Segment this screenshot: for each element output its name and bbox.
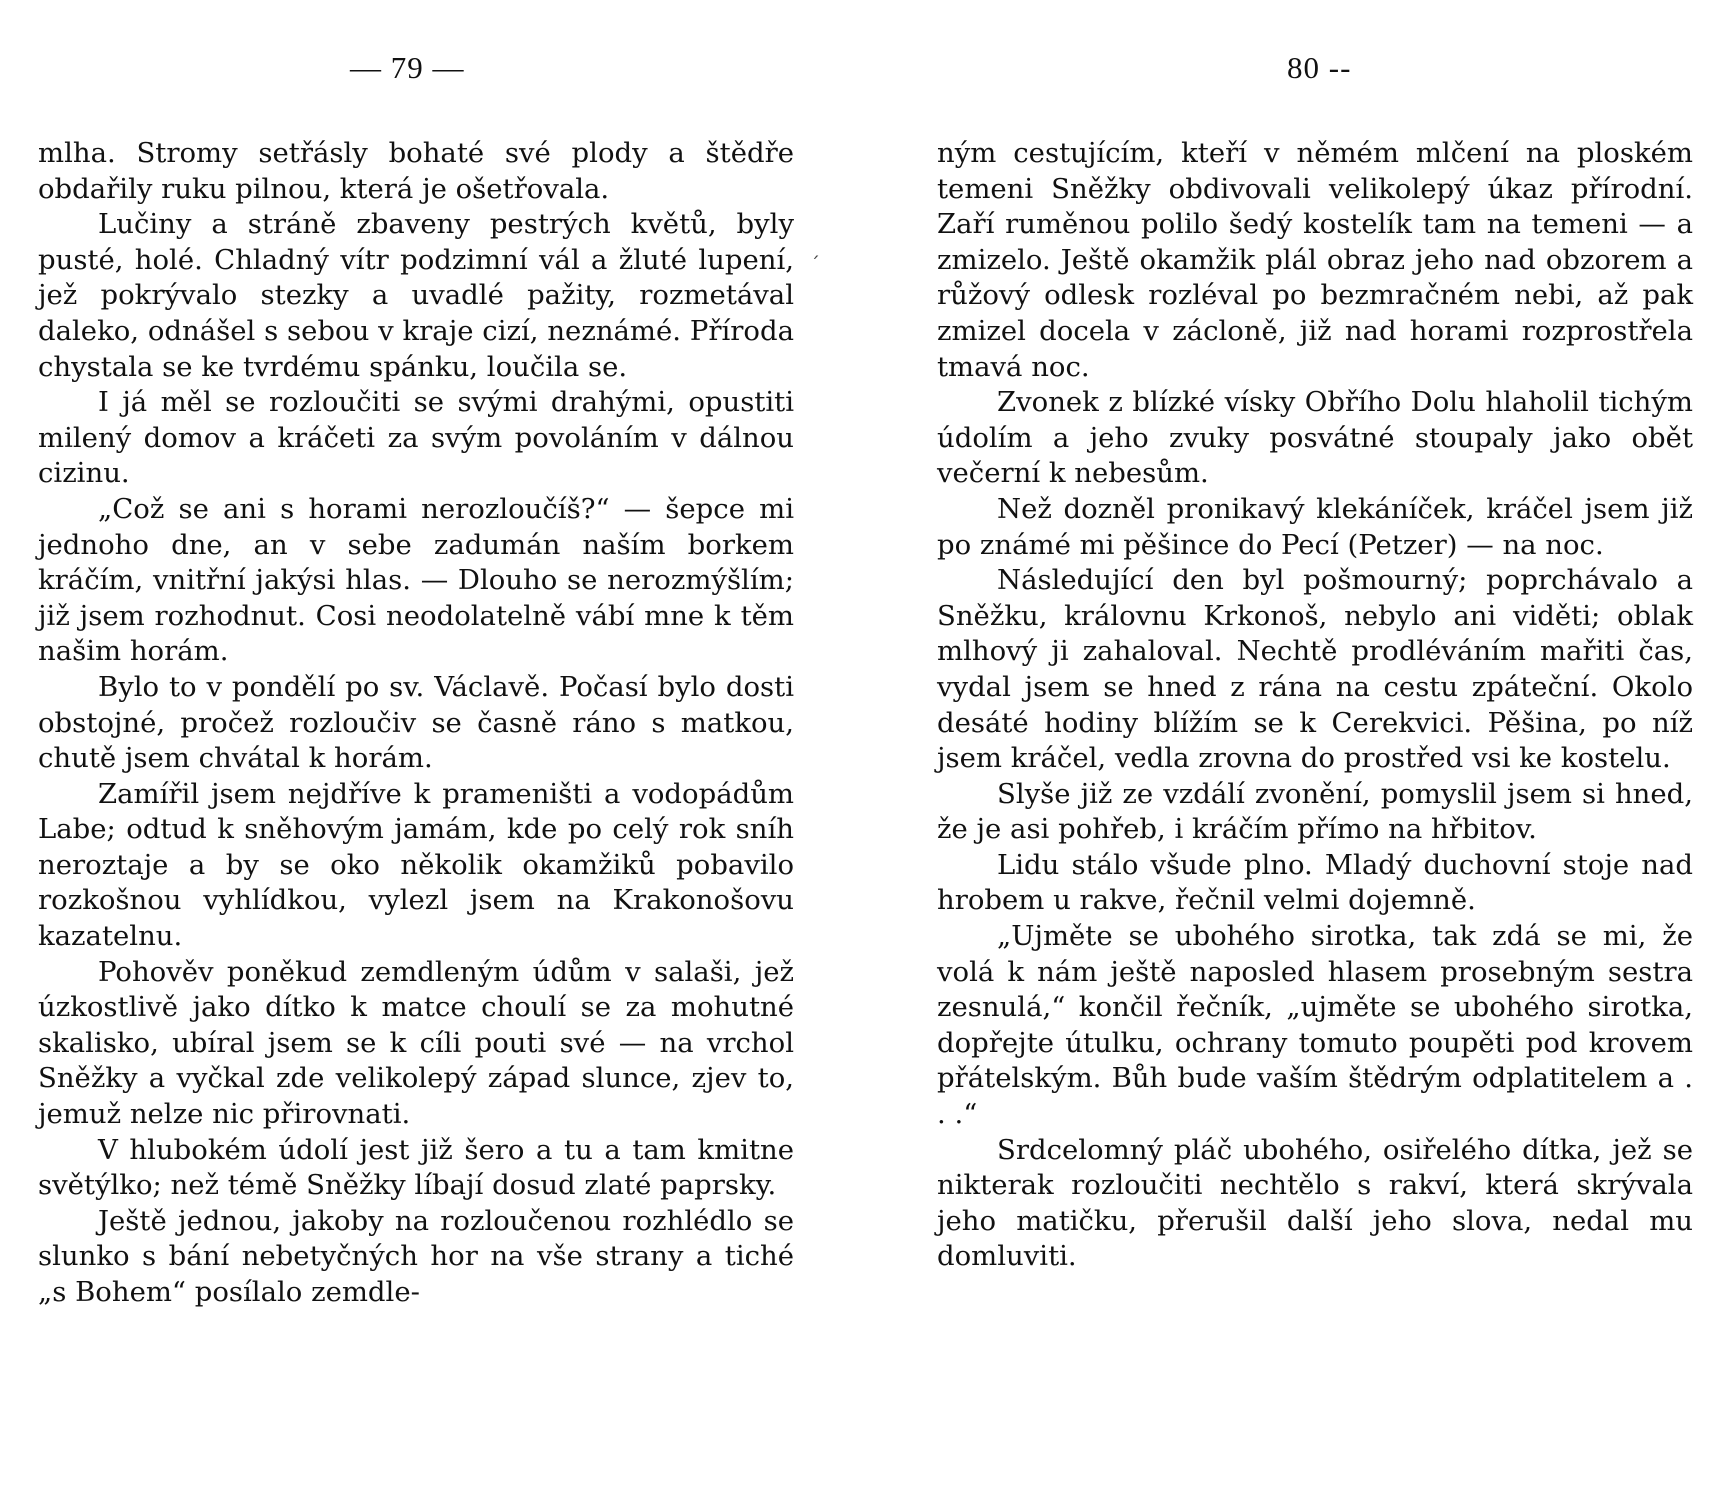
paragraph: Následující den byl pošmourný; poprchávalo a Sněžku, královnu Krkonoš, nebylo ani viděti; oblak mlhový ji zahaloval. Nechtě prodléváním mařiti čas, vydal jsem se hned z rána na cestu zpáteční. Okolo desáté hodiny blížím se k Cerekvici. Pěšina, po níž jsem kráčel, vedla zrovna do prostřed vsi ke kostelu. [937,564,1693,775]
paragraph: mlha. Stromy setřásly bohaté své plody a štědře obdařily ruku pilnou, která je ošetřovala. [38,137,794,205]
paragraph: Slyše již ze vzdálí zvonění, pomyslil jsem si hned, že je asi pohřeb, i kráčím přímo na hřbitov. [937,777,1693,846]
paragraph: Než dozněl pronikavý klekáníček, kráčel jsem již po známé mi pěšince do Pecí (Petzer) — na noc. [937,492,1693,561]
page-number-right: 80 -- [1287,50,1352,85]
paragraph: ným cestujícím, kteří v němém mlčení na ploském temeni Sněžky obdivovali velikolepý úkaz přírodní. Zaří ruměnou polilo šedý kostelík tam na temeni — a zmizelo. Ještě okamžik plál obraz jeho nad obzorem a růžový odlesk rozléval po bezmračném nebi, až pak zmizel docela v zácloně, již nad horami rozprostřela tmavá noc. [937,137,1693,383]
paragraph: Lučiny a stráně zbaveny pestrých květů, byly pusté, holé. Chladný vítr podzimní vál a žluté lupení, jež pokrývalo stezky a uvadlé pažity, rozmetával daleko, odnášel s sebou v kraje cizí, neznámé. Příroda chystala se ke tvrdému spánku, loučila se. [38,208,794,383]
paragraph: Pohověv poněkud zemdleným údům v salaši, jež úzkostlivě jako dítko k matce choulí se za mohutné skalisko, ubíral jsem se k cíli pouti své — na vrchol Sněžky a vyčkal zde velikolepý západ slunce, zjev to, jemuž nelze nic přirovnati. [38,955,794,1131]
paragraph: Bylo to v pondělí po sv. Václavě. Počasí bylo dosti obstojné, pročež rozloučiv se časně ráno s matkou, chutě jsem chvátal k horám. [38,670,794,775]
paragraph: Srdcelomný pláč ubohého, osiřelého dítka, jež se nikterak rozloučiti nechtělo s rakví, která skrývala jeho matičku, přerušil další jeho slova, nedal mu domluviti. [937,1133,1693,1273]
paragraph: I já měl se rozloučiti se svými drahými, opustiti milený domov a kráčeti za svým povoláním v dálnou cizinu. [38,386,794,490]
paragraph: „Což se ani s horami nerozloučíš?“ — šepce mi jednoho dne, an v sebe zadumán naším borkem kráčím, vnitřní jakýsi hlas. — Dlouho se nerozmýšlím; již jsem rozhodnut. Cosi neodolatelně vábí mne k těm našim horám. [38,492,794,668]
paragraph: Zvonek z blízké vísky Obřího Dolu hlaholil tichým údolím a jeho zvuky posvátné stoupaly jako obět večerní k nebesům. [937,386,1693,490]
paragraph: „Ujměte se ubohého sirotka, tak zdá se mi, že volá k nám ještě naposled hlasem prosebným sestra zesnulá,“ končil řečník, „ujměte se ubohého sirotka, dopřejte útulku, ochrany tomuto poupěti pod krovem přátelským. Bůh bude vaším štědrým odplatitelem a . . .“ [937,920,1693,1131]
paragraph: Lidu stálo všude plno. Mladý duchovní stoje nad hrobem u rakve, řečnil velmi dojemně. [937,848,1693,917]
margin-mark: ´ [810,252,820,276]
page-number-left: — 79 — [350,50,465,85]
right-page-body [937,136,1693,1275]
right-page [867,0,1734,1500]
paragraph: Zamířil jsem nejdříve k prameništi a vodopádům Labe; odtud k sněhovým jamám, kde po celý rok sníh neroztaje a by se oko několik okamžiků pobavilo rozkošnou vyhlídkou, vylezl jsem na Krakonošovu kazatelnu. [38,777,794,953]
left-page-body [38,136,794,1311]
paragraph: V hlubokém údolí jest již šero a tu a tam kmitne světýlko; než témě Sněžky líbají dosud zlaté paprsky. [38,1133,794,1202]
paragraph: Ještě jednou, jakoby na rozloučenou rozhlédlo se slunko s bání nebetyčných hor na vše strany a tiché „s Bohem“ posílalo zemdle- [38,1204,794,1308]
